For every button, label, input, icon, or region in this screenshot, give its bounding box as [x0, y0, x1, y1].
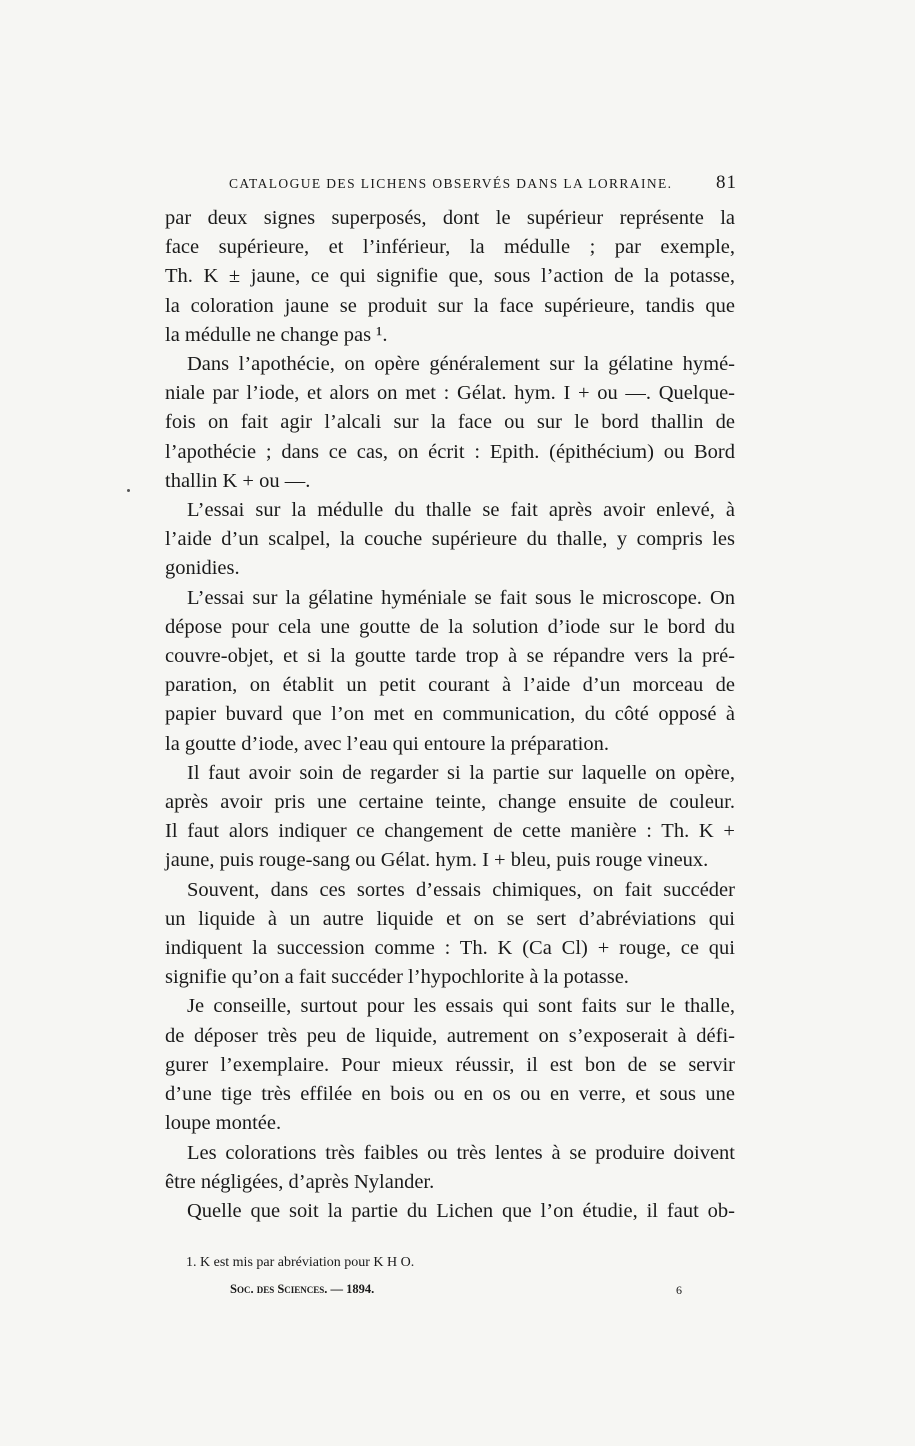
text-line: paration, on établit un petit courant à l’aide d’un morceau de [165, 674, 735, 697]
paragraph [165, 992, 735, 1138]
text-line: la coloration jaune se produit sur la face supérieure, tandis que [165, 294, 735, 317]
text-line: couvre-objet, et si la goutte tarde trop à se répandre vers la pré- [165, 645, 735, 668]
text-line: par deux signes superposés, dont le supérieur représente la [165, 207, 735, 229]
text-line: indiquent la succession comme : Th. K (Ca Cl) + rouge, ce qui [165, 937, 735, 960]
running-head [0, 172, 915, 198]
text-line: Souvent, dans ces sortes d’essais chimiques, on fait succéder [187, 878, 735, 901]
text-line: Il faut alors indiquer ce changement de cette manière : Th. K + [165, 820, 735, 843]
text-line: fois on fait agir l’alcali sur la face ou sur le bord thallin de [165, 411, 735, 434]
text-line: la goutte d’iode, avec l’eau qui entoure la préparation. [165, 732, 609, 755]
text-line: Quelle que soit la partie du Lichen que l’on étudie, il faut ob- [187, 1199, 735, 1222]
text-line: Il faut avoir soin de regarder si la partie sur laquelle on opère, [187, 761, 735, 784]
printer-signature: Soc. des Sciences. — 1894. [230, 1282, 375, 1296]
text-line: loupe montée. [165, 1112, 282, 1135]
paragraph [165, 496, 735, 584]
text-line: l’aide d’un scalpel, la couche supérieure du thalle, y compris les [165, 528, 735, 551]
text-line: gurer l’exemplaire. Pour mieux réussir, il est bon de se servir [165, 1053, 735, 1076]
body-text [165, 204, 735, 1226]
text-line: gonidies. [165, 557, 240, 580]
paragraph [165, 1139, 735, 1197]
text-line: signifie qu’on a fait succéder l’hypochlorite à la potasse. [165, 966, 629, 989]
paragraph [165, 759, 735, 876]
paragraph [165, 350, 735, 496]
text-line: la médulle ne change pas ¹. [165, 323, 388, 346]
text-line: un liquide à un autre liquide et on se sert d’abréviations qui [165, 907, 735, 930]
text-line: d’une tige très effilée en bois ou en os ou en verre, et sous une [165, 1083, 735, 1106]
paragraph [165, 584, 735, 759]
text-line: Th. K ± jaune, ce qui signifie que, sous l’action de la potasse, [165, 265, 735, 288]
text-line: Dans l’apothécie, on opère généralement sur la gélatine hymé- [187, 353, 735, 376]
paragraph [165, 204, 735, 350]
page-number: 81 [716, 172, 737, 193]
text-line: L’essai sur la médulle du thalle se fait après avoir enlevé, à [187, 499, 735, 522]
sheet-number: 6 [676, 1283, 682, 1297]
text-line: papier buvard que l’on met en communication, du côté opposé à [165, 703, 735, 726]
text-line: jaune, puis rouge-sang ou Gélat. hym. I + bleu, puis rouge vineux. [165, 849, 709, 872]
text-line: être négligées, d’après Nylander. [165, 1170, 435, 1193]
text-line: après avoir pris une certaine teinte, change ensuite de couleur. [165, 791, 735, 814]
paragraph [165, 876, 735, 993]
text-line: Les colorations très faibles ou très lentes à se produire doivent [187, 1141, 735, 1164]
text-line: face supérieure, et l’inférieur, la médulle ; par exemple, [165, 236, 735, 259]
text-line: thallin K + ou —. [165, 469, 311, 492]
running-head-title: CATALOGUE DES LICHENS OBSERVÉS DANS LA LORRAINE. [229, 176, 673, 191]
text-line: Je conseille, surtout pour les essais qui sont faits sur le thalle, [187, 995, 735, 1018]
text-line: l’apothécie ; dans ce cas, on écrit : Epith. (épithécium) ou Bord [165, 440, 735, 463]
text-line: dépose pour cela une goutte de la solution d’iode sur le bord du [165, 615, 735, 638]
paragraph [165, 1197, 735, 1226]
text-line: niale par l’iode, et alors on met : Gélat. hym. I + ou —. Quelque- [165, 382, 735, 405]
margin-speck [127, 489, 130, 492]
text-line: L’essai sur la gélatine hyméniale se fait sous le microscope. On [187, 586, 735, 609]
text-line: de déposer très peu de liquide, autrement on s’exposerait à défi- [165, 1024, 735, 1047]
footnote: 1. K est mis par abréviation pour K H O. [186, 1255, 415, 1270]
